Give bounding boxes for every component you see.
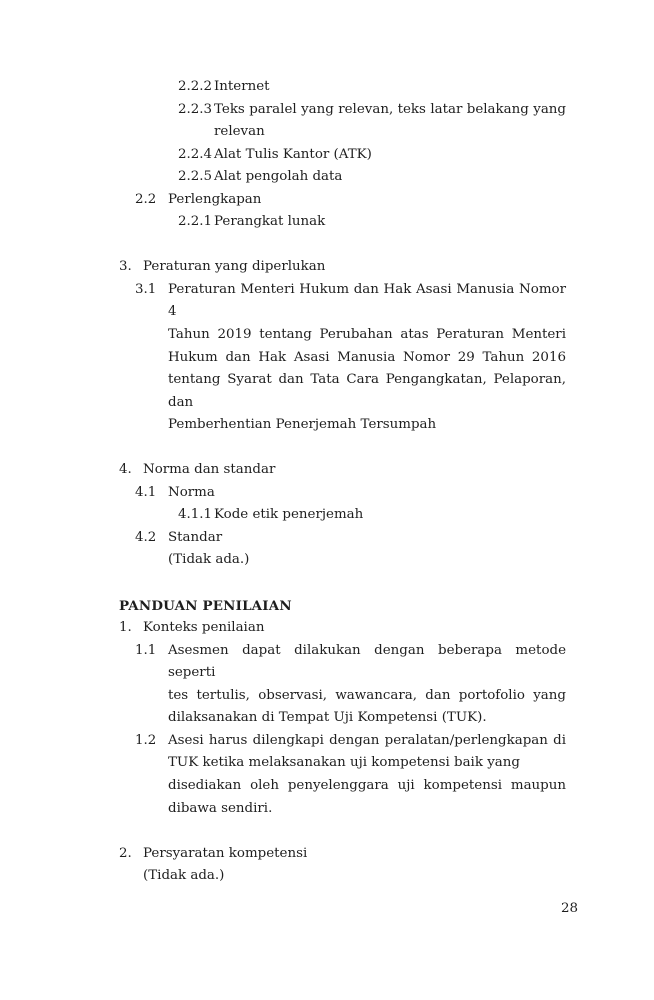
item-number: 2.2.2	[178, 79, 213, 94]
list-item	[119, 144, 566, 167]
item-text	[168, 482, 566, 505]
text-line: Teks paralel yang relevan, teks latar belakang yang	[214, 101, 566, 117]
item-text	[214, 76, 566, 99]
list-item	[119, 527, 566, 572]
text-line: Perlengkapan	[168, 191, 262, 207]
item-text	[168, 730, 566, 820]
item-number: 2.2.5	[178, 169, 213, 185]
text-line: Tahun 2019 tentang Perubahan atas Peraturan Menteri	[168, 327, 566, 343]
text-line: Internet	[214, 79, 270, 94]
item-text	[168, 527, 566, 572]
text-line: Peraturan yang diperlukan	[143, 259, 326, 275]
item-number: 2.2.3	[178, 101, 213, 117]
list-item	[119, 211, 566, 234]
list-item	[119, 617, 566, 640]
list-item	[119, 279, 566, 437]
item-number: 4.1.1	[178, 507, 213, 523]
paragraph-spacer	[119, 572, 566, 595]
text-line: Norma dan standar	[143, 462, 276, 478]
list-item	[119, 482, 566, 505]
item-number: 1.	[119, 620, 132, 636]
list-item	[119, 166, 566, 189]
item-number: 4.2	[135, 529, 157, 545]
document-blocks	[119, 76, 566, 888]
text-line: Asesmen dapat dilakukan dengan beberapa metode seperti	[168, 642, 566, 681]
item-number: 4.	[119, 462, 132, 478]
list-item	[119, 843, 566, 888]
text-line: tes tertulis, observasi, wawancara, dan portofolio yang	[168, 687, 566, 703]
text-line: Alat Tulis Kantor (ATK)	[214, 146, 372, 162]
text-line: Hukum dan Hak Asasi Manusia Nomor 29 Tahun 2016	[168, 349, 566, 365]
item-text	[168, 640, 566, 730]
text-line: Alat pengolah data	[214, 169, 343, 185]
item-text	[214, 504, 566, 527]
text-line: Asesi harus dilengkapi dengan peralatan/perlengkapan di	[168, 732, 566, 748]
item-text	[143, 256, 566, 279]
list-item	[119, 640, 566, 730]
item-text	[168, 279, 566, 437]
text-line: (Tidak ada.)	[143, 868, 225, 884]
text-line: Kode etik penerjemah	[214, 507, 364, 523]
text-line: dilaksanakan di Tempat Uji Kompetensi (TUK).	[168, 710, 487, 726]
item-text	[214, 211, 566, 234]
list-item	[119, 459, 566, 482]
text-line: tentang Syarat dan Tata Cara Pengangkatan, Pelaporan, dan	[168, 372, 566, 410]
section-heading: PANDUAN PENILAIAN	[119, 597, 292, 614]
item-number: 2.2.4	[178, 146, 213, 162]
list-item	[119, 76, 566, 99]
page-number-footer: 28	[560, 901, 578, 916]
text-line: Standar	[168, 529, 223, 545]
item-number: 4.1	[135, 484, 157, 500]
text-line: disediakan oleh penyelenggara uji kompetensi maupun	[168, 777, 566, 793]
item-text	[143, 459, 566, 482]
item-number: 1.1	[135, 642, 157, 658]
paragraph-spacer	[119, 437, 566, 460]
text-line: Perangkat lunak	[214, 214, 326, 230]
paragraph-spacer	[119, 820, 566, 843]
item-text	[143, 843, 566, 888]
item-text	[168, 189, 566, 212]
paragraph-spacer	[119, 234, 566, 257]
item-number: 2.2.1	[178, 214, 213, 230]
list-item	[119, 99, 566, 144]
item-number: 3.	[119, 259, 132, 275]
list-item	[119, 504, 566, 527]
text-line: Persyaratan kompetensi	[143, 845, 308, 861]
list-item	[119, 189, 566, 212]
item-text	[143, 617, 566, 640]
text-line: relevan	[214, 124, 265, 140]
text-line: (Tidak ada.)	[168, 552, 250, 568]
list-item	[119, 256, 566, 279]
item-number: 2.	[119, 845, 132, 861]
text-line: Peraturan Menteri Hukum dan Hak Asasi Manusia Nomor 4	[168, 281, 566, 320]
item-text	[214, 99, 566, 144]
item-text	[214, 166, 566, 189]
text-line: Pemberhentian Penerjemah Tersumpah	[168, 417, 437, 433]
item-text	[214, 144, 566, 167]
text-line: dibawa sendiri.	[168, 800, 273, 816]
text-line: Konteks penilaian	[143, 620, 265, 636]
text-line: Norma	[168, 484, 215, 500]
item-number: 3.1	[135, 281, 157, 297]
item-number: 2.2	[135, 191, 157, 207]
list-item	[119, 730, 566, 820]
text-line: TUK ketika melaksanakan uji kompetensi baik yang	[168, 755, 520, 771]
item-number: 1.2	[135, 732, 157, 748]
